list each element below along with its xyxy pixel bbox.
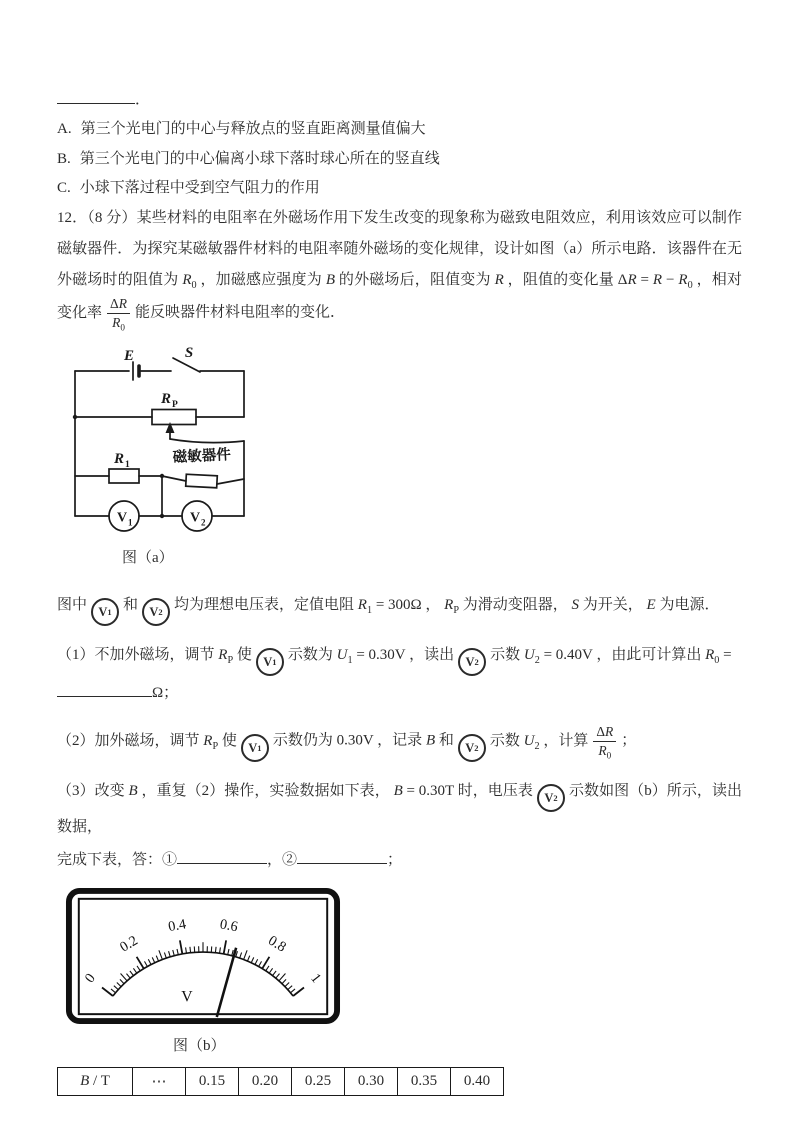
part1-unit: Ω； [152,685,179,702]
data-table [57,1067,504,1096]
voltmeter-v2-symbol: V 2 [537,784,565,812]
junction-dot-left [73,415,77,419]
mid-text-2: 和 [123,596,139,613]
voltmeter-v2-symbol: V 2 [142,598,170,626]
part1-text-3: 示数 $U_2 = 0.40V$ ，由此可计算出 $R_0$ = [490,647,732,667]
v2-label-sub: 2 [201,517,206,528]
part3-text-2: 示数如图（b）所示，读出数据， [57,782,742,836]
circuit-diagram [67,345,317,540]
figure-b-caption: 图（b） [173,1037,226,1054]
part1-text-2: 示数为 $U_1 = 0.30V$ ，读出 [287,647,455,667]
table-cell-header: B / T [58,1068,133,1096]
part2-text-2: 示数仍为 0.30V ，记录 B 和 [272,732,454,749]
figure-a-caption: 图（a） [122,550,174,567]
fraction-denominator: $R_0$ [598,742,612,761]
voltmeter-v1-symbol: V 1 [91,598,119,626]
voltmeter-v2-symbol: V 2 [458,648,486,676]
part2-text-3: 示数 $U_2$ ，计算 [489,732,589,752]
voltmeter-dial [65,886,341,1026]
wire-device-right [217,479,244,484]
part3-text-5: ； [387,851,403,868]
option-c [57,174,742,203]
answer-blank [57,87,135,104]
voltmeter-v1-symbol: V 1 [256,648,284,676]
part-1-answer-line [57,678,742,709]
meter-tick-label: 0 [81,970,99,986]
resistor-label-r1: R [114,451,125,468]
switch-label-s: S [184,345,194,362]
option-a [57,115,742,144]
part-3 [57,776,742,843]
battery-label-e: E [123,348,135,365]
fraction-delta-r-over-r0 [593,723,616,759]
meter-tick-label: 0.6 [218,915,240,935]
part-2 [57,723,742,762]
wiper-arrowhead [166,422,175,433]
magnetic-device-body [186,475,218,489]
option-b-label: B. [57,150,71,167]
figure-b-voltmeter [65,886,742,1058]
v2-label: V [190,510,201,526]
part2-text-1: （2）加外磁场，调节 $R_P$ 使 [57,732,237,752]
part2-tail: ； [621,732,637,749]
option-a-label: A. [57,121,72,138]
question-12-intro [57,203,742,331]
part3-text-1: （3）改变 B ，重复（2）操作，实验数据如下表， B = 0.30T 时，电压表 [57,782,533,799]
option-c-label: C. [57,179,71,196]
wiper-wire [170,439,244,443]
rheostat-rp-body [152,410,196,425]
answer-line-period: ． [135,92,151,108]
junction-dot-mid [160,474,164,478]
answer-blank [57,681,152,698]
junction-dot-bottom [160,514,164,518]
table-cell: 0.40 [451,1068,504,1096]
answer-blank-1 [177,847,267,864]
option-b [57,145,742,174]
fraction-numerator: ΔR [593,723,616,742]
table-row [58,1068,504,1096]
resistor-label-r1-sub: 1 [125,460,130,471]
answer-blank-2 [297,847,387,864]
voltmeter-v2-symbol: V 2 [458,734,486,762]
meter-inner-frame [79,898,327,1013]
rheostat-label-rp: R [161,391,172,408]
table-cell: 0.35 [398,1068,451,1096]
voltmeter-v1-symbol: V 1 [241,734,269,762]
meter-tick-label: 1 [307,970,325,986]
meter-tick-label: 0.2 [117,932,141,956]
figure-a-circuit [67,345,742,570]
part-1 [57,640,742,676]
option-a-text: 第三个光电门的中心与释放点的竖直距离测量值偏大 [80,121,426,138]
q12-intro-text-2: 能反映器件材料电阻率的变化． [134,304,345,321]
rheostat-label-rp-sub: P [172,400,178,411]
meter-unit-label: V [181,987,193,1005]
mid-text-3: 均为理想电压表，定值电阻 $R_1 = 300\Omega$ ， $R_P$ 为滑动变阻器， S 为开关， E 为电源． [174,596,720,616]
table-cell: 0.15 [186,1068,239,1096]
fraction-denominator: $R_0$ [112,314,125,333]
meter-tick-label: 0.8 [265,932,289,956]
table-cell: 0.20 [239,1068,292,1096]
wire-to-device [162,476,186,481]
magnetic-device-label: 磁敏器件 [172,447,232,467]
q12-intro-text-1: 12．（8 分）某些材料的电阻率在外磁场作用下发生改变的现象称为磁致电阻效应，利用该效应可以制作磁敏器件．为探究某磁敏器件材料的电阻率随外磁场的变化规律，设计如图（a）所示电路．该器件在无外磁场时的阻值为 $R_0$ ，加磁感应强度为 B 的外磁场后，阻值变为 R ，阻值的变化量 $\Delta R = R - R_0$ ，相对变化率 [57,210,742,321]
fraction-numerator: ΔR [107,295,130,314]
option-c-text: 小球下落过程中受到空气阻力的作用 [79,179,320,196]
part-3-answer-line [57,845,742,876]
previous-answer-line [57,86,742,115]
v1-label: V [117,510,128,526]
part1-text-1: （1）不加外磁场，调节 $R_P$ 使 [57,647,252,667]
part3-text-4: ，② [267,851,298,868]
table-cell: 0.30 [345,1068,398,1096]
table-cell: 0.25 [292,1068,345,1096]
voltmeter-description [57,590,742,626]
v1-label-sub: 1 [128,517,133,528]
option-b-text: 第三个光电门的中心偏离小球下落时球心所在的竖直线 [79,150,440,167]
fraction-delta-r-over-r0 [107,295,130,331]
part3-text-3: 完成下表，答：① [57,851,178,868]
resistor-r1-body [109,469,139,483]
mid-text-1: 图中 [57,596,88,613]
meter-tick-label: 0.4 [166,915,188,935]
table-cell: ⋯ [133,1068,186,1096]
